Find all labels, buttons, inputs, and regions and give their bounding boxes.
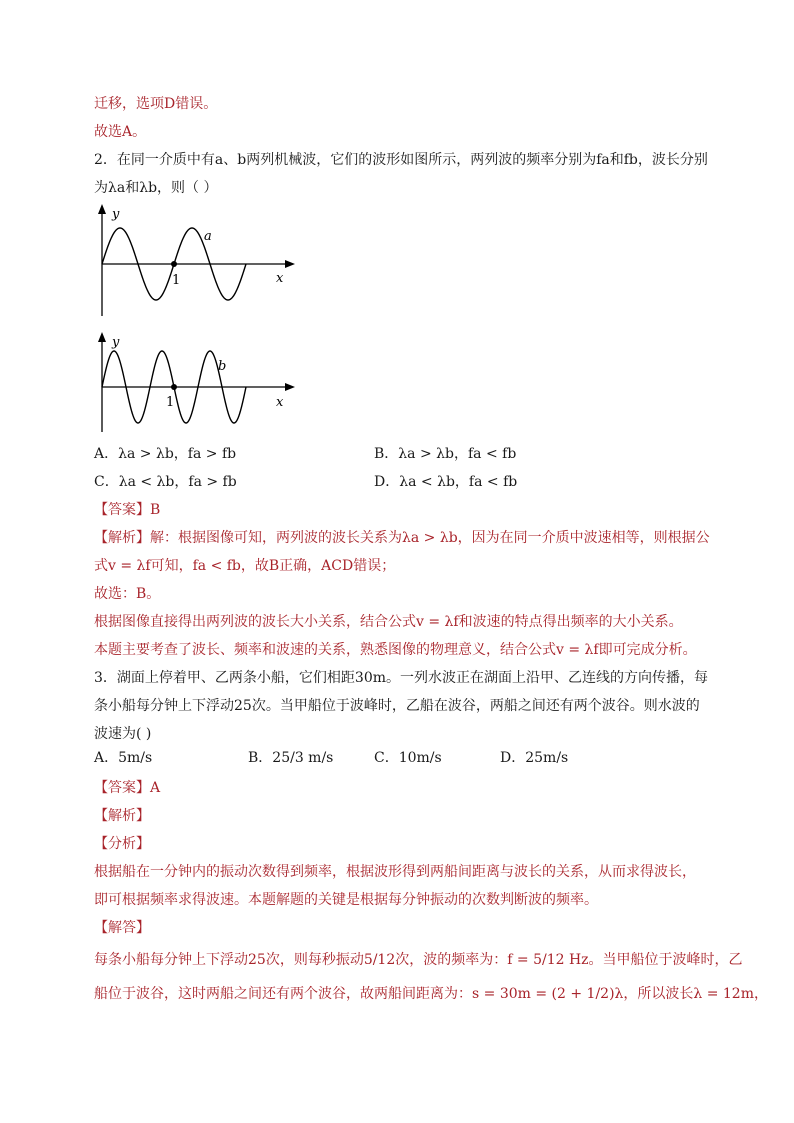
q3-fenxi-title: 【分析】 [94, 836, 150, 852]
prev-explanation-tail [94, 94, 217, 114]
q3-option-d: D．25m/s [500, 750, 569, 766]
q2-option-c: C．λa < λb，fa > fb [94, 474, 237, 490]
y-axis-label: y [112, 207, 120, 222]
q2-analysis-line3: 故选：B。 [94, 586, 161, 602]
q2-analysis-line2: 式v = λf可知，fa < fb，故B正确，ACD错误； [94, 558, 396, 574]
q2-analysis-line4: 根据图像直接得出两列波的波长大小关系，结合公式v = λf和波速的特点得出频率的大小关系。 [94, 614, 683, 630]
y-axis-arrow-icon [98, 332, 106, 342]
q2-option-d: D．λa < λb，fa < fb [374, 474, 518, 490]
prev-explanation-text: 迁移，选项D错误。 [94, 96, 218, 112]
q3-option-a: A．5m/s [94, 750, 153, 766]
tick-label: 1 [172, 273, 181, 288]
x-axis-arrow-icon [285, 383, 295, 391]
q3-jieda-line1: 每条小船每分钟上下浮动25次，则每秒振动5/12次，波的频率为：f = 5/12 Hz。当甲船位于波峰时，乙 [94, 952, 743, 968]
q3-option-c: C．10m/s [374, 750, 442, 766]
tick-point [171, 384, 177, 390]
q3-answer: 【答案】A [94, 780, 161, 796]
q2-analysis-line1: 【解析】解：根据图像可知，两列波的波长关系为λa > λb，因为在同一介质中波速相等，则根据公 [94, 530, 710, 546]
x-axis-arrow-icon [285, 260, 295, 268]
q3-analysis-title: 【解析】 [94, 808, 150, 824]
q3-stem-line2: 条小船每分钟上下浮动25次。当甲船位于波峰时，乙船在波谷，两船之间还有两个波谷。则水波的 [94, 698, 700, 714]
q2-analysis-line5: 本题主要考查了波长、频率和波速的关系，熟悉图像的物理意义，结合公式v = λf即可完成分析。 [94, 642, 697, 658]
q2-option-a: A．λa > λb，fa > fb [94, 446, 237, 462]
y-axis-label: y [112, 335, 120, 350]
x-axis-label: x [276, 395, 284, 410]
x-axis-label: x [276, 271, 284, 286]
q2-stem-line2: 为λa和λb，则（ ） [94, 180, 218, 196]
prev-choice-text: 故选A。 [94, 124, 147, 140]
q2-option-b: B．λa > λb，fa < fb [374, 446, 517, 462]
y-axis-arrow-icon [98, 204, 106, 214]
prev-choice-line [94, 122, 146, 142]
tick-label: 1 [166, 395, 175, 410]
q3-option-b: B．25/3 m/s [248, 750, 334, 766]
wave-figure-b [92, 330, 302, 434]
q3-stem-line1: 3．湖面上停着甲、乙两条小船，它们相距30m。一列水波正在湖面上沿甲、乙连线的方向传播，每 [94, 670, 708, 686]
wave-figure-a [92, 200, 302, 318]
q3-stem-line3: 波速为( ) [94, 726, 152, 742]
tick-point [171, 261, 177, 267]
q3-fenxi-line2: 即可根据频率求得波速。本题解题的关键是根据每分钟振动的次数判断波的频率。 [94, 892, 598, 908]
q3-fenxi-line1: 根据船在一分钟内的振动次数得到频率，根据波形得到两船间距离与波长的关系，从而求得波长， [94, 864, 696, 880]
q3-jieda-line2: 船位于波谷，这时两船之间还有两个波谷，故两船间距离为：s = 30m = (2 + 1/2)λ，所以波长λ = 12m， [94, 986, 768, 1002]
curve-label: a [204, 229, 212, 244]
curve-label: b [218, 359, 227, 374]
q2-stem-line1: 2．在同一介质中有a、b两列机械波，它们的波形如图所示，两列波的频率分别为fa和fb，波长分别 [94, 152, 708, 168]
q2-answer: 【答案】B [94, 502, 161, 518]
q3-jieda-title: 【解答】 [94, 920, 150, 936]
